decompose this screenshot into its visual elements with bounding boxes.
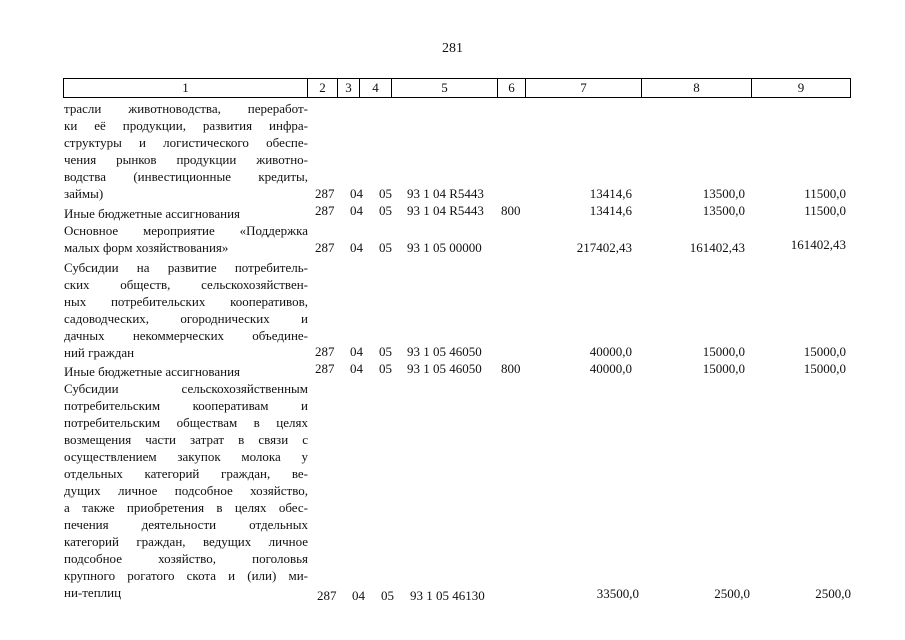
subsection-code: 05	[379, 361, 392, 376]
description-line: ни-теплиц	[64, 585, 122, 600]
column-header-6: 6	[497, 79, 525, 97]
description-line: потребительским обществам в целях	[64, 415, 308, 430]
row-description	[64, 363, 308, 380]
description-line: структуры и логистического обеспе-	[64, 135, 308, 150]
description-line: займы)	[64, 186, 104, 201]
description-line: подсобное хозяйство, поголовья	[64, 551, 308, 566]
row-description	[64, 259, 308, 361]
column-header-7: 7	[525, 79, 641, 97]
amount-col9: 11500,0	[804, 186, 846, 201]
section-code: 04	[350, 240, 363, 255]
description-line: чения рынков продукции животно-	[64, 152, 308, 167]
description-line: дущих личное подсобное хозяйство,	[64, 483, 308, 498]
description-line: Основное мероприятие «Поддержка	[64, 223, 308, 238]
row-description	[64, 100, 308, 202]
target-article-code: 93 1 04 R5443	[407, 203, 484, 218]
description-line: ных потребительских кооперативов,	[64, 294, 308, 309]
description-line: ских обществ, сельскохозяйствен-	[64, 277, 308, 292]
description-line: осуществлением закупок молока у	[64, 449, 308, 464]
description-line: ки её продукции, развития инфра-	[64, 118, 308, 133]
column-header-4: 4	[359, 79, 391, 97]
description-line: печения деятельности отдельных	[64, 517, 308, 532]
expense-type-code: 800	[501, 361, 521, 376]
amount-col9: 15000,0	[803, 344, 846, 359]
column-header-5: 5	[391, 79, 497, 97]
subsection-code: 05	[381, 588, 394, 603]
description-line: садоводческих, огороднических и	[64, 311, 308, 326]
amount-col8: 161402,43	[689, 240, 745, 255]
amount-col9: 11500,0	[804, 203, 846, 218]
target-article-code: 93 1 05 46130	[410, 588, 485, 603]
row-description	[64, 222, 308, 256]
column-header-2: 2	[307, 79, 337, 97]
subsection-code: 05	[379, 203, 392, 218]
row-description	[64, 205, 308, 222]
section-code: 04	[350, 344, 363, 359]
row-description	[64, 380, 308, 601]
amount-col9: 161402,43	[790, 237, 846, 252]
amount-col9: 15000,0	[803, 361, 846, 376]
description-line: крупного рогатого скота и (или) ми-	[64, 568, 308, 583]
description-line: малых форм хозяйствования»	[64, 240, 229, 255]
description-line: Субсидии на развитие потребитель-	[64, 260, 308, 275]
description-line: отдельных категорий граждан, ве-	[64, 466, 308, 481]
amount-col7: 217402,43	[576, 240, 632, 255]
subsection-code: 05	[379, 344, 392, 359]
column-header-8: 8	[641, 79, 751, 97]
admin-code: 287	[315, 344, 335, 359]
column-header-row	[63, 78, 851, 98]
column-header-9: 9	[751, 79, 851, 97]
target-article-code: 93 1 05 46050	[407, 361, 482, 376]
amount-col7: 13414,6	[589, 203, 632, 218]
amount-col7: 40000,0	[589, 344, 632, 359]
target-article-code: 93 1 05 46050	[407, 344, 482, 359]
section-code: 04	[352, 588, 365, 603]
description-line: ний граждан	[64, 345, 135, 360]
page-number: 281	[442, 41, 463, 56]
description-line: категорий граждан, ведущих личное	[64, 534, 308, 549]
admin-code: 287	[315, 186, 335, 201]
amount-col8: 15000,0	[702, 344, 745, 359]
section-code: 04	[350, 186, 363, 201]
description-line: Иные бюджетные ассигнования	[64, 206, 241, 221]
amount-col8: 2500,0	[714, 586, 750, 601]
section-code: 04	[350, 361, 363, 376]
column-header-3: 3	[337, 79, 359, 97]
subsection-code: 05	[379, 240, 392, 255]
target-article-code: 93 1 04 R5443	[407, 186, 484, 201]
admin-code: 287	[315, 203, 335, 218]
expense-type-code: 800	[501, 203, 521, 218]
amount-col8: 13500,0	[702, 186, 745, 201]
admin-code: 287	[317, 588, 337, 603]
section-code: 04	[350, 203, 363, 218]
description-line: потребительским кооперативам и	[64, 398, 308, 413]
description-line: трасли животноводства, переработ-	[64, 101, 308, 116]
description-line: Иные бюджетные ассигнования	[64, 364, 241, 379]
description-line: возмещения части затрат в связи с	[64, 432, 308, 447]
description-line: Субсидии сельскохозяйственным	[64, 381, 308, 396]
amount-col8: 13500,0	[702, 203, 745, 218]
description-line: водства (инвестиционные кредиты,	[64, 169, 308, 184]
description-line: дачных некоммерческих объедине-	[64, 328, 308, 343]
subsection-code: 05	[379, 186, 392, 201]
admin-code: 287	[315, 240, 335, 255]
amount-col7: 13414,6	[589, 186, 632, 201]
column-header-1: 1	[63, 79, 307, 97]
admin-code: 287	[315, 361, 335, 376]
amount-col7: 33500,0	[596, 586, 639, 601]
target-article-code: 93 1 05 00000	[407, 240, 482, 255]
description-line: а также приобретения в целях обес-	[64, 500, 308, 515]
amount-col9: 2500,0	[815, 586, 851, 601]
amount-col7: 40000,0	[589, 361, 632, 376]
amount-col8: 15000,0	[702, 361, 745, 376]
